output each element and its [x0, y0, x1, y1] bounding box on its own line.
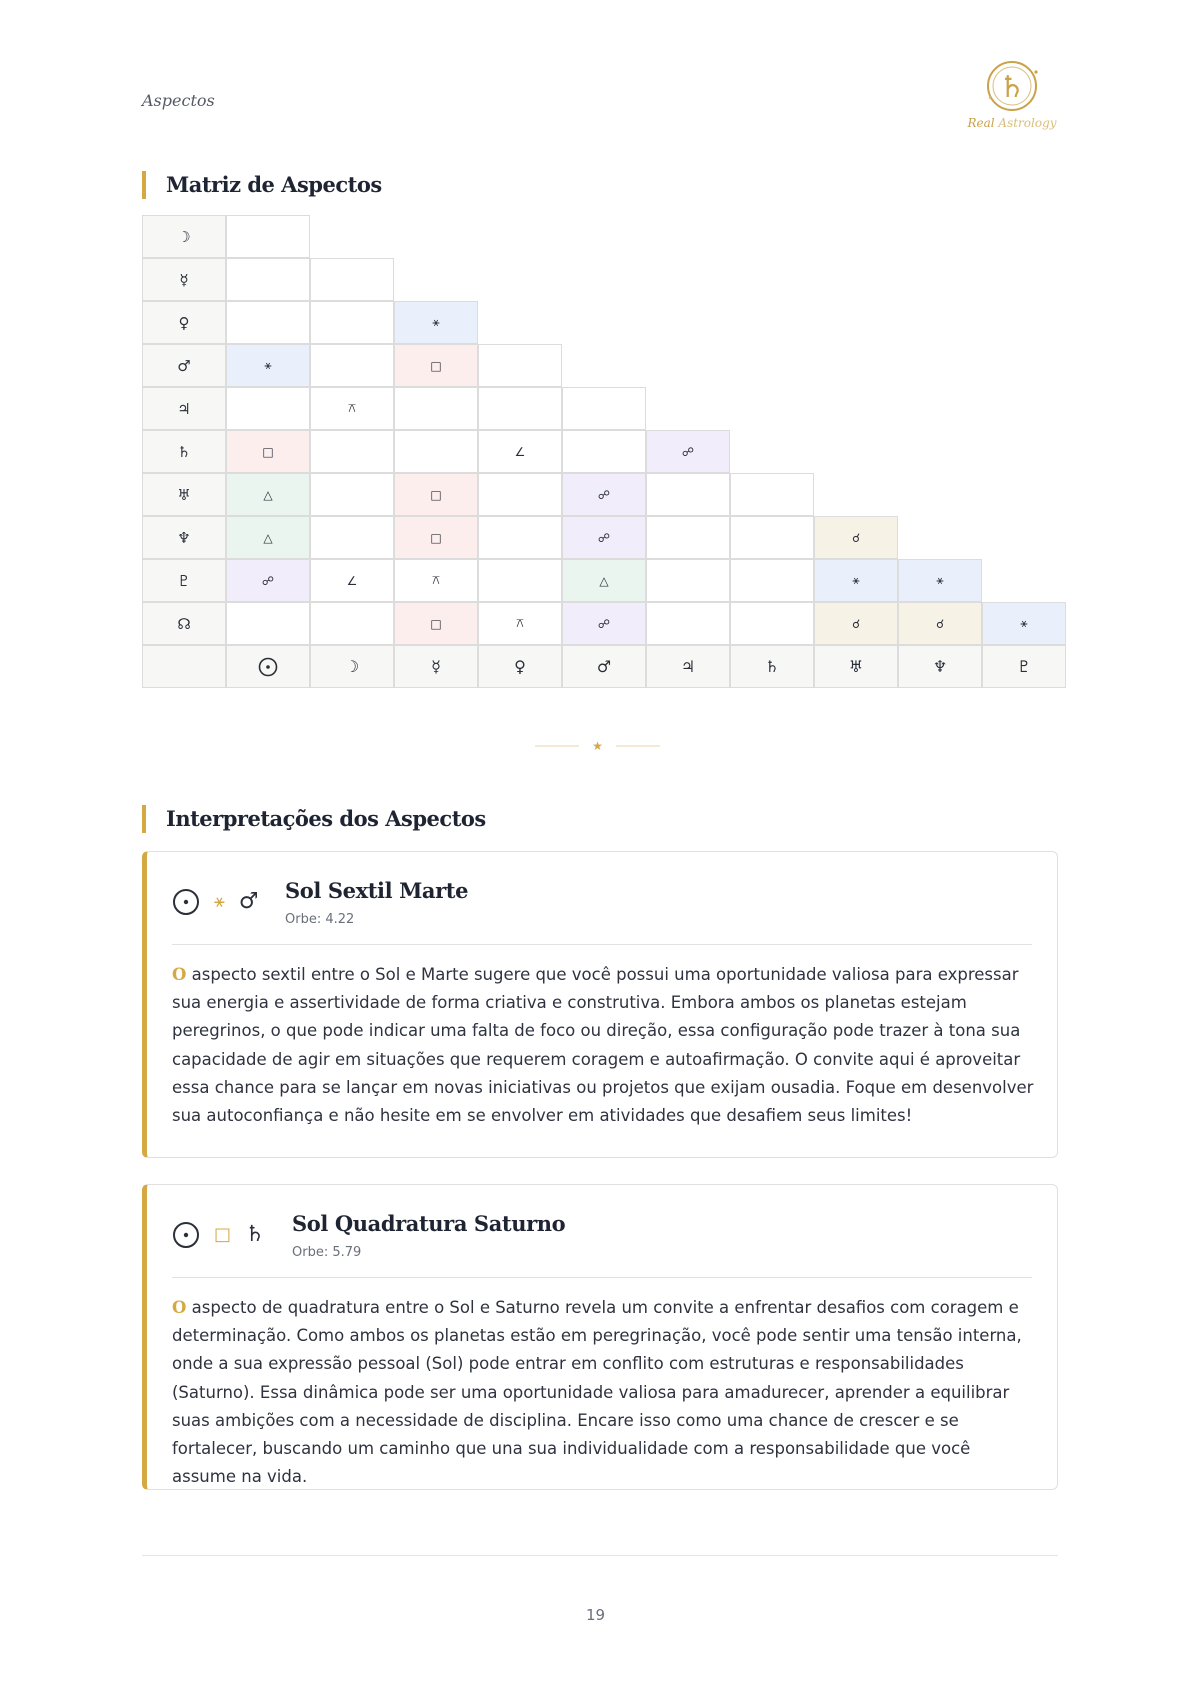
matrix-col-header: ☿: [394, 645, 478, 688]
aspect-card: [142, 851, 1058, 1158]
matrix-col-header: ♀: [478, 645, 562, 688]
matrix-cell: [310, 258, 394, 301]
matrix-row-header: ♇: [142, 559, 226, 602]
matrix-cell: [310, 516, 394, 559]
card-orb: Orbe: 4.22: [285, 912, 355, 927]
matrix-cell: [646, 516, 730, 559]
card-title: Sol Sextil Marte: [285, 878, 469, 903]
matrix-cell: ∠: [478, 430, 562, 473]
matrix-cell: [394, 430, 478, 473]
matrix-row-header: ♂: [142, 344, 226, 387]
matrix-col-header: ♂: [562, 645, 646, 688]
matrix-col-header: ♇: [982, 645, 1066, 688]
matrix-cell: [478, 559, 562, 602]
matrix-section-title: Matriz de Aspectos: [142, 171, 382, 199]
matrix-col-header: ♃: [646, 645, 730, 688]
matrix-cell: [226, 215, 310, 258]
matrix-cell: △: [226, 473, 310, 516]
matrix-col-header: ♆: [898, 645, 982, 688]
svg-text:♄: ♄: [998, 70, 1026, 105]
matrix-col-header: ☽: [310, 645, 394, 688]
logo-wordmark: Real Astrology: [967, 116, 1057, 130]
card-title: Sol Quadratura Saturno: [292, 1211, 566, 1236]
matrix-cell: ☍: [562, 516, 646, 559]
matrix-cell: [646, 602, 730, 645]
matrix-cell: [562, 387, 646, 430]
section-divider: [535, 740, 660, 752]
matrix-cell: [226, 387, 310, 430]
matrix-cell: ⚻: [478, 602, 562, 645]
matrix-cell: △: [562, 559, 646, 602]
matrix-cell: [730, 516, 814, 559]
matrix-row-header: ☽: [142, 215, 226, 258]
matrix-cell: [394, 387, 478, 430]
matrix-cell: △: [226, 516, 310, 559]
matrix-cell: [730, 559, 814, 602]
matrix-row-header: ☿: [142, 258, 226, 301]
card-orb: Orbe: 5.79: [292, 1245, 362, 1260]
matrix-cell: [226, 602, 310, 645]
mars-icon: ♂: [238, 889, 259, 914]
matrix-cell: ☍: [646, 430, 730, 473]
matrix-corner-cell: [142, 645, 226, 688]
matrix-cell: ⚹: [982, 602, 1066, 645]
matrix-row-header: ♀: [142, 301, 226, 344]
matrix-cell: [478, 473, 562, 516]
matrix-cell: [478, 516, 562, 559]
drop-cap: O: [172, 1298, 187, 1317]
card-body: [172, 961, 1035, 1130]
matrix-cell: [310, 301, 394, 344]
square-icon: □: [214, 1224, 232, 1245]
matrix-cell: □: [394, 473, 478, 516]
sun-icon: [172, 888, 200, 916]
card-body-text: aspecto sextil entre o Sol e Marte sugere que você possui uma oportunidade valiosa para expressar sua energia e assertividade de forma criativa e construtiva. Embora ambos os planetas estejam peregrinos, o que pode indicar uma falta de foco ou direção, essa configuração pode trazer à tona sua capacidade de agir em situações que requerem coragem e autoafirmação. O convite aqui é aproveitar essa chance para se lançar em novas iniciativas ou projetos que exijam ousadia. Foque em desenvolver sua autoconfiança e não hesite em se envolver em atividades que desafiem seus limites!: [172, 965, 1034, 1126]
matrix-cell: □: [394, 344, 478, 387]
sextile-icon: ⚹: [214, 891, 225, 912]
card-body: [172, 1294, 1035, 1491]
matrix-cell: ⚹: [814, 559, 898, 602]
matrix-cell: [478, 344, 562, 387]
saturn-icon: ♄: [245, 1222, 265, 1247]
page-header-label: Aspectos: [142, 91, 215, 110]
matrix-cell: [478, 387, 562, 430]
matrix-cell: ⚻: [310, 387, 394, 430]
matrix-cell: ⚹: [394, 301, 478, 344]
matrix-cell: □: [394, 516, 478, 559]
aspect-matrix: [142, 215, 1058, 683]
logo: [962, 58, 1062, 138]
drop-cap: O: [172, 965, 187, 984]
matrix-cell: [310, 344, 394, 387]
matrix-cell: [226, 301, 310, 344]
matrix-cell: ☌: [898, 602, 982, 645]
matrix-cell: □: [226, 430, 310, 473]
matrix-row-header: ♅: [142, 473, 226, 516]
matrix-cell: [646, 559, 730, 602]
aspect-card: [142, 1184, 1058, 1490]
sun-icon: [172, 1221, 200, 1249]
logo-emblem-icon: [962, 58, 1062, 114]
matrix-cell: ⚹: [898, 559, 982, 602]
matrix-cell: ☍: [226, 559, 310, 602]
matrix-cell: ☍: [562, 473, 646, 516]
matrix-cell: [310, 602, 394, 645]
matrix-cell: ∠: [310, 559, 394, 602]
matrix-cell: [646, 473, 730, 516]
card-divider: [172, 1277, 1032, 1278]
matrix-row-header: ☊: [142, 602, 226, 645]
matrix-cell: [310, 430, 394, 473]
matrix-cell: [730, 602, 814, 645]
matrix-col-header: ♄: [730, 645, 814, 688]
footer-divider: [142, 1555, 1058, 1556]
matrix-col-header: [226, 645, 310, 688]
matrix-cell: ☍: [562, 602, 646, 645]
matrix-cell: [730, 473, 814, 516]
matrix-cell: ☌: [814, 602, 898, 645]
matrix-row-header: ♃: [142, 387, 226, 430]
matrix-cell: [310, 473, 394, 516]
interpretations-section-title: Interpretações dos Aspectos: [142, 805, 486, 833]
matrix-row-header: ♆: [142, 516, 226, 559]
matrix-cell: □: [394, 602, 478, 645]
matrix-cell: ⚻: [394, 559, 478, 602]
svg-text:★: ★: [592, 740, 603, 752]
page-number: 19: [585, 1606, 606, 1624]
sun-icon: [258, 657, 278, 677]
matrix-cell: ☌: [814, 516, 898, 559]
card-divider: [172, 944, 1032, 945]
matrix-cell: ⚹: [226, 344, 310, 387]
matrix-col-header: ♅: [814, 645, 898, 688]
matrix-cell: [562, 430, 646, 473]
card-body-text: aspecto de quadratura entre o Sol e Saturno revela um convite a enfrentar desafios com coragem e determinação. Como ambos os planetas estão em peregrinação, você pode sentir uma tensão interna, onde a sua expressão pessoal (Sol) pode entrar em conflito com estruturas e responsabilidades (Saturno). Essa dinâmica pode ser uma oportunidade valiosa para amadurecer, aprender a equilibrar suas ambições com a necessidade de disciplina. Encare isso como uma chance de crescer e se fortalecer, buscando um caminho que una sua individualidade com a responsabilidade que você assume na vida.: [172, 1298, 1022, 1487]
matrix-row-header: ♄: [142, 430, 226, 473]
matrix-cell: [226, 258, 310, 301]
